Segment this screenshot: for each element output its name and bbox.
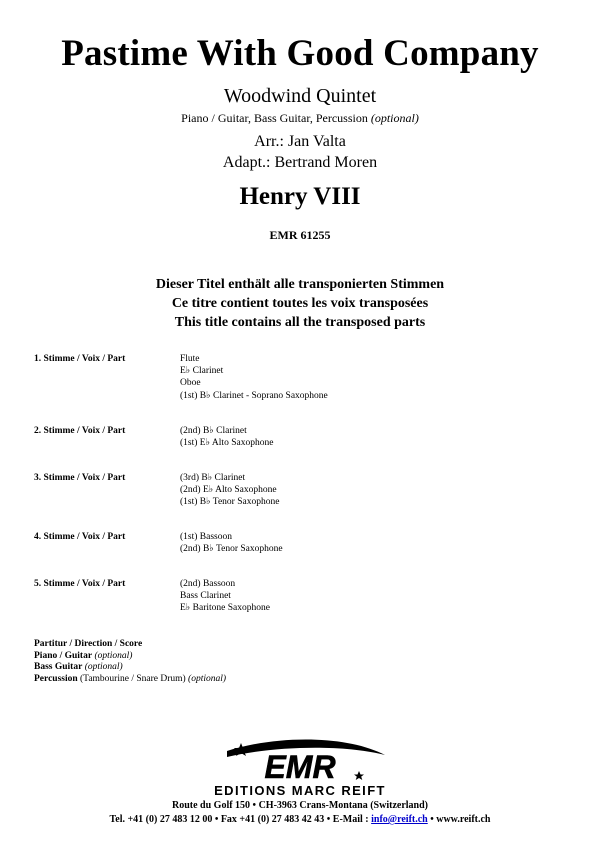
page-title: Pastime With Good Company [61, 33, 539, 74]
catalog-number: EMR 61255 [269, 228, 331, 242]
part-instrument: Bass Clarinet [180, 591, 231, 602]
part-label: 3. Stimme / Voix / Part [34, 473, 126, 483]
part-label: 2. Stimme / Voix / Part [34, 426, 126, 436]
transposition-note-fr: Ce titre contient toutes les voix transposées [171, 296, 429, 311]
part-label: 5. Stimme / Voix / Part [34, 579, 126, 589]
publisher-address: Route du Golf 150 • CH-3963 Crans-Montana (Switzerland) [172, 800, 428, 811]
adapter: Adapt.: Bertrand Moren [222, 154, 378, 171]
instrumentation-main: Piano / Guitar, Bass Guitar, Percussion [181, 111, 368, 125]
part-instrument: (2nd) B♭ Clarinet [180, 426, 247, 436]
part-label: 1. Stimme / Voix / Part [34, 354, 126, 364]
bass-optional: (optional) [84, 662, 123, 673]
piano-optional: (optional) [94, 650, 133, 661]
emr-logo [197, 737, 403, 801]
publisher-contact [0, 814, 600, 825]
part-instrument-list [180, 531, 283, 555]
email-link[interactable]: info@reift.ch [371, 814, 428, 825]
logo-publisher-name: EDITIONS MARC REIFT [214, 783, 386, 798]
part-instrument: E♭ Baritone Saxophone [180, 603, 270, 614]
arranger: Arr.: Jan Valta [254, 133, 346, 150]
composer: Henry VIII [239, 183, 361, 210]
transposition-note-en: This title contains all the transposed parts [174, 315, 426, 330]
score-line: Partitur / Direction / Score [34, 639, 143, 649]
part-instrument: Flute [180, 354, 200, 364]
percussion-label: Percussion [34, 673, 78, 684]
instrumentation [0, 111, 600, 126]
part-instrument-list [180, 353, 328, 402]
part-instrument: (1st) E♭ Alto Saxophone [180, 438, 274, 449]
part-instrument: (2nd) B♭ Tenor Saxophone [180, 544, 283, 555]
part-instrument-list [180, 425, 273, 449]
part-instrument: Oboe [180, 378, 201, 389]
part-instrument: (1st) B♭ Clarinet - Soprano Saxophone [180, 390, 328, 401]
contact-text: Tel. +41 (0) 27 483 12 00 • Fax +41 (0) 27 483 42 43 • E-Mail : [109, 814, 372, 825]
piano-label: Piano / Guitar [34, 650, 93, 661]
subtitle: Woodwind Quintet [223, 85, 377, 107]
part-instrument: (3rd) B♭ Clarinet [180, 473, 246, 483]
percussion-detail: (Tambourine / Snare Drum) [80, 673, 186, 684]
part-instrument: (2nd) Bassoon [180, 579, 236, 589]
transposition-note-de: Dieser Titel enthält alle transponierten Stimmen [155, 277, 445, 292]
part-instrument: (2nd) E♭ Alto Saxophone [180, 485, 277, 496]
part-instrument-list [180, 578, 270, 615]
website-text: • www.reift.ch [427, 814, 491, 825]
percussion-optional: (optional) [188, 673, 227, 684]
logo-mark: EMR [264, 749, 336, 785]
part-instrument: (1st) B♭ Tenor Saxophone [180, 497, 280, 508]
score-block [34, 639, 226, 685]
instrumentation-optional: (optional) [370, 111, 419, 125]
part-instrument-list [180, 472, 279, 509]
part-label: 4. Stimme / Voix / Part [34, 532, 126, 542]
part-instrument: (1st) Bassoon [180, 532, 232, 542]
bass-label: Bass Guitar [34, 662, 83, 673]
part-instrument: E♭ Clarinet [180, 366, 224, 377]
